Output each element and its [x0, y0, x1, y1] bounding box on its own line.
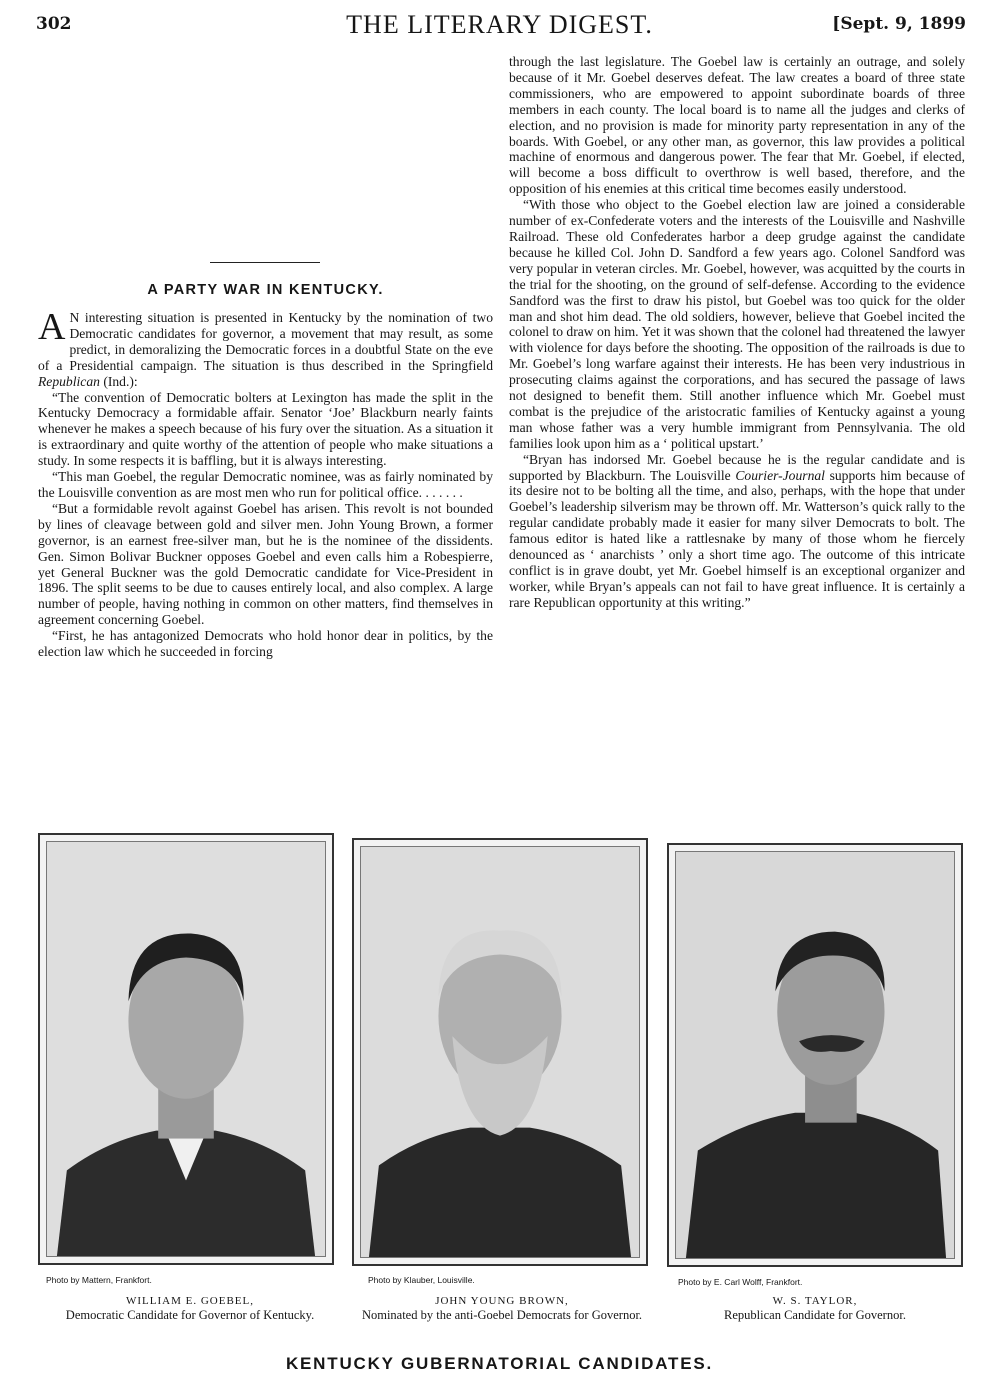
section-rule	[210, 262, 320, 263]
lead-paragraph	[38, 306, 493, 390]
magazine-title: THE LITERARY DIGEST.	[346, 10, 653, 39]
caption-name: W. S. TAYLOR,	[772, 1295, 858, 1307]
figure-title: KENTUCKY GUBERNATORIAL CANDIDATES.	[285, 1354, 714, 1373]
caption-name: JOHN YOUNG BROWN,	[435, 1295, 569, 1307]
lead-tail: (Ind.):	[99, 373, 138, 389]
paragraph-text: supports him because of its desire not to be bolting all the time, and also, perhaps, with the hope that under Goebel’s leadership silverism may be thrown off. Mr. Watterson’s quick rally to the regular candidate probably made it easier for many silver Democrats to bolt. The famous editor is hated like a rattlesnake by many of those whom he fiercely denounced as ‘ anarchists ’ only a short time ago. The outcome of this intricate conflict is in grave doubt, yet Mr. Goebel himself is an exceptional organizer and worker, while Bryan’s appeals can not fail to have great influence. It is certainly a rare Republican opportunity at this writing.”	[509, 467, 965, 610]
photo-credit: Photo by Mattern, Frankfort.	[46, 1275, 152, 1285]
photo-goebel	[38, 833, 334, 1265]
page-number: 302	[36, 14, 72, 34]
paragraph: “This man Goebel, the regular Democratic nominee, was as fairly nominated by the Louisville convention as are most men who run for political office. . . . . . .	[38, 469, 493, 500]
caption-brown	[350, 1294, 654, 1322]
caption-text: Nominated by the anti-Goebel Democrats for Governor.	[361, 1308, 643, 1322]
left-column	[38, 306, 493, 660]
paragraph-text: “Bryan has indorsed Mr. Goebel because he is the regular candidate and is supported by Blackburn. The Louisville	[509, 451, 965, 483]
paragraph	[509, 452, 965, 611]
portrait-goebel-icon	[47, 842, 325, 1256]
paragraph: “First, he has antagonized Democrats who hold honor dear in politics, by the election law which he succeeded in forcing	[38, 628, 493, 660]
caption-goebel	[40, 1294, 340, 1322]
photo-credit: Photo by Klauber, Louisville.	[368, 1275, 475, 1285]
caption-text: Democratic Candidate for Governor of Kentucky.	[65, 1308, 315, 1322]
newspaper-name: Courier-Journal	[735, 467, 825, 483]
portrait-taylor-icon	[676, 852, 954, 1258]
page-header	[0, 6, 999, 42]
photo-credit: Photo by E. Carl Wolff, Frankfort.	[678, 1277, 803, 1287]
caption-text: Republican Candidate for Governor.	[724, 1308, 906, 1322]
photo-taylor	[667, 843, 963, 1267]
paragraph: “But a formidable revolt against Goebel has arisen. This revolt is not bounded by lines of cleavage between gold and silver men. John Young Brown, a former governor, is an earnest free-silver man, but he is the nominee of the dissidents. Gen. Simon Bolivar Buckner opposes Goebel and even calls him a Robespierre, yet General Buckner was the gold Democratic candidate for Vice-President in 1896. The split seems to be due to causes entirely local, and also complex. A large number of people, having nothing in common on other matters, find themselves in agreement concerning Goebel.	[38, 500, 493, 628]
issue-date: [Sept. 9, 1899	[832, 14, 966, 34]
portrait-image	[675, 851, 955, 1259]
photo-brown	[352, 838, 648, 1266]
source-name: Republican	[38, 373, 100, 389]
paragraph: “With those who object to the Goebel election law are joined a considerable number of ex-Confederate voters and the interests of the Louisville and Nashville Railroad. These old Confederates harbor a deep grudge against the candidate because he killed Col. John D. Sandford a few years ago. Colonel Sandford was very popular in veteran circles. Mr. Goebel, however, was acquitted by the courts in the trial for the shooting, on the ground of self-defense. According to the evidence Sandford was the first to draw his pistol, but Goebel was too quick for the older man and shot him dead. The old soldiers, however, believe that Goebel incited the colonel to draw on him. Yet it was shown that the colonel had threatened the lawyer with violence for days before the shooting. The opposition of the railroads is due to Mr. Goebel’s long warfare against their interests. He has been very industrious in prosecuting claims against the corporations, and has secured the passage of laws not designed to benefit them. Still another influence which Mr. Goebel must combat is the prejudice of the aristocratic families of Kentucky against a young man whose father was a very humble immigrant from Pennsylvania. The old families look upon him as a ‘ political upstart.’	[509, 197, 965, 451]
portrait-image	[360, 846, 640, 1258]
article-headline: A PARTY WAR IN KENTUCKY.	[147, 282, 384, 298]
caption-name: WILLIAM E. GOEBEL,	[126, 1295, 254, 1307]
lead-text: N interesting situation is presented in Kentucky by the nomination of two Democratic candidates for governor, a movement that may result, as some predict, in demoralizing the Democratic forces in a doubtful State on the eve of a Presidential campaign. The situation is thus described in the Springfield	[38, 310, 493, 373]
paragraph: through the last legislature. The Goebel law is certainly an outrage, and solely because of it Mr. Goebel deserves defeat. The law creates a board of three state commissioners, who are empowered to appoint subordinate boards of three members in each county. The local board is to name all the judges and clerks of election, and no provision is made for minority party representation in any of the boards. With Goebel, or any other man, as governor, this law provides a political machine of enormous and dangerous power. The fear that Mr. Goebel, if elected, will become a boss difficult to overthrow is well based, therefore, and the opposition of his enemies at this critical time becomes easily understood.	[509, 54, 965, 197]
right-column	[509, 54, 965, 611]
paragraph: “The convention of Democratic bolters at Lexington has made the split in the Kentucky Democracy a formidable affair. Senator ‘Joe’ Blackburn nearly faints whenever he makes a speech because of his fury over the situation. As a situation it is extraordinary and quite worthy of the attention of people who make situations a study. In some respects it is baffling, but it is always interesting.	[38, 389, 493, 469]
drop-cap: A	[38, 306, 66, 348]
caption-taylor	[665, 1294, 965, 1322]
portrait-image	[46, 841, 326, 1257]
portrait-brown-icon	[361, 847, 639, 1257]
